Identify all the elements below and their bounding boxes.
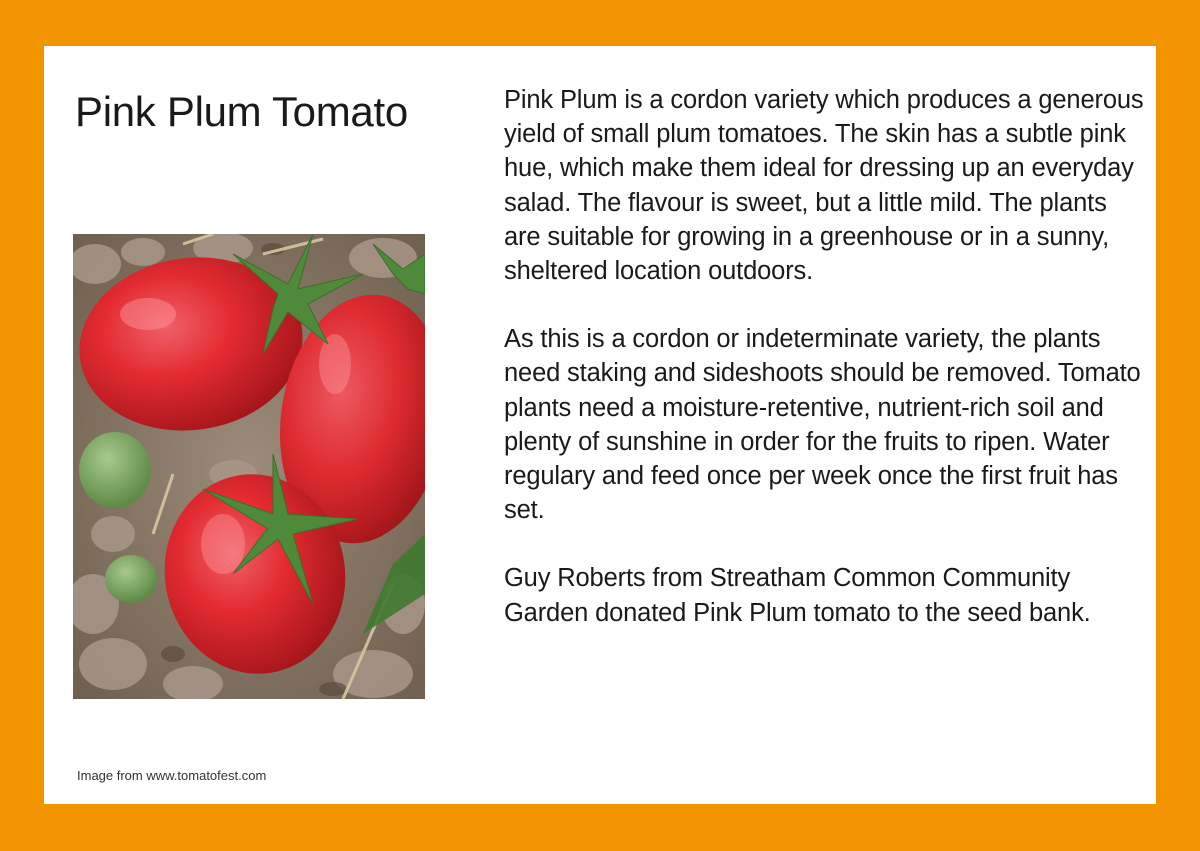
description-paragraph: As this is a cordon or indeterminate variety, the plants need staking and sideshoots should be removed. Tomato plants need a moisture-retentive, nutrient-rich soil and plenty of sunshine in order for the fruits to ripen. Water regulary and feed once per week once the first fruit has set. bbox=[504, 325, 1141, 525]
card-title: Pink Plum Tomato bbox=[75, 88, 408, 135]
tomato-photo bbox=[73, 234, 425, 699]
image-credit: Image from www.tomatofest.com bbox=[77, 768, 267, 783]
variety-description bbox=[504, 83, 1144, 630]
description-paragraph: Pink Plum is a cordon variety which produces a generous yield of small plum tomatoes. The skin has a subtle pink hue, which make them ideal for dressing up an everyday salad. The flavour is sweet, but a little mild. The plants are suitable for growing in a greenhouse or in a sunny, sheltered location outdoors. bbox=[504, 86, 1144, 286]
tomato-illustration bbox=[73, 234, 425, 699]
info-card bbox=[44, 46, 1156, 804]
donation-note: Guy Roberts from Streatham Common Community Garden donated Pink Plum tomato to the seed bank. bbox=[504, 564, 1091, 627]
